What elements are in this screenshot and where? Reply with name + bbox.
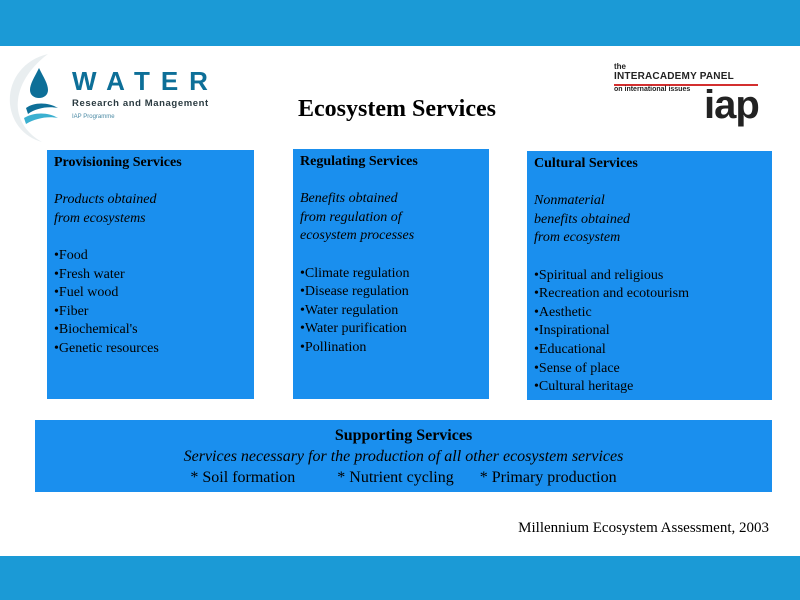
cultural-services-box: [527, 151, 772, 400]
list-item: • Fiber: [54, 303, 247, 322]
top-banner: [0, 0, 800, 46]
list-item: • Spiritual and religious: [534, 267, 765, 286]
supporting-heading: Supporting Services: [334, 427, 473, 444]
list-item: • Cultural heritage: [534, 378, 765, 397]
box-heading: Provisioning Services: [54, 155, 182, 170]
water-logo-subtitle: Research and Management: [72, 98, 209, 109]
supporting-item-list: [35, 467, 772, 488]
box-description-line: Benefits obtained: [300, 191, 398, 207]
supporting-item: * Nutrient cycling: [337, 469, 454, 486]
list-item: • Genetic resources: [54, 340, 247, 359]
list-item: • Aesthetic: [534, 304, 765, 323]
iap-logo-line3: on international issues: [614, 86, 691, 93]
box-item-list: [300, 265, 482, 358]
list-item: • Fresh water: [54, 266, 247, 285]
list-item: • Climate regulation: [300, 265, 482, 284]
supporting-item: * Soil formation: [190, 469, 296, 486]
list-item: • Fuel wood: [54, 284, 247, 303]
list-item: • Disease regulation: [300, 283, 482, 302]
list-item: • Pollination: [300, 339, 482, 358]
list-item: • Recreation and ecotourism: [534, 285, 765, 304]
list-item: • Sense of place: [534, 360, 765, 379]
list-item: • Food: [54, 247, 247, 266]
box-heading: Regulating Services: [300, 154, 418, 169]
iap-logo-line2: INTERACADEMY PANEL: [614, 71, 734, 82]
supporting-services-box: [35, 420, 772, 492]
bottom-banner: [0, 556, 800, 600]
box-item-list: [54, 247, 247, 359]
page-title-text: Ecosystem Services: [298, 96, 496, 122]
water-logo-program: IAP Programme: [72, 114, 115, 120]
list-item: • Biochemical's: [54, 321, 247, 340]
box-description-line: from ecosystems: [54, 210, 146, 226]
box-heading: Cultural Services: [534, 156, 638, 171]
regulating-services-box: [293, 149, 489, 399]
supporting-item: * Primary production: [479, 469, 617, 486]
list-item: • Water purification: [300, 320, 482, 339]
water-logo-word: WATER: [72, 66, 219, 96]
list-item: • Inspirational: [534, 322, 765, 341]
box-description-line: benefits obtained: [534, 211, 631, 227]
iap-logo-line1: the: [614, 62, 626, 71]
source-citation: Millennium Ecosystem Assessment, 2003: [518, 520, 769, 536]
provisioning-services-box: [47, 150, 254, 399]
list-item: • Water regulation: [300, 302, 482, 321]
box-description-line: Products obtained: [54, 192, 157, 208]
box-item-list: [534, 267, 765, 397]
iap-logo-icon: iap: [704, 83, 759, 127]
box-description-line: from ecosystem: [534, 230, 621, 246]
box-description-line: Nonmaterial: [534, 193, 605, 209]
supporting-description: Services necessary for the production of all other ecosystem services: [183, 448, 624, 465]
list-item: • Educational: [534, 341, 765, 360]
box-description-line: ecosystem processes: [300, 228, 415, 244]
page-title: [0, 96, 800, 123]
box-description-line: from regulation of: [300, 209, 402, 225]
